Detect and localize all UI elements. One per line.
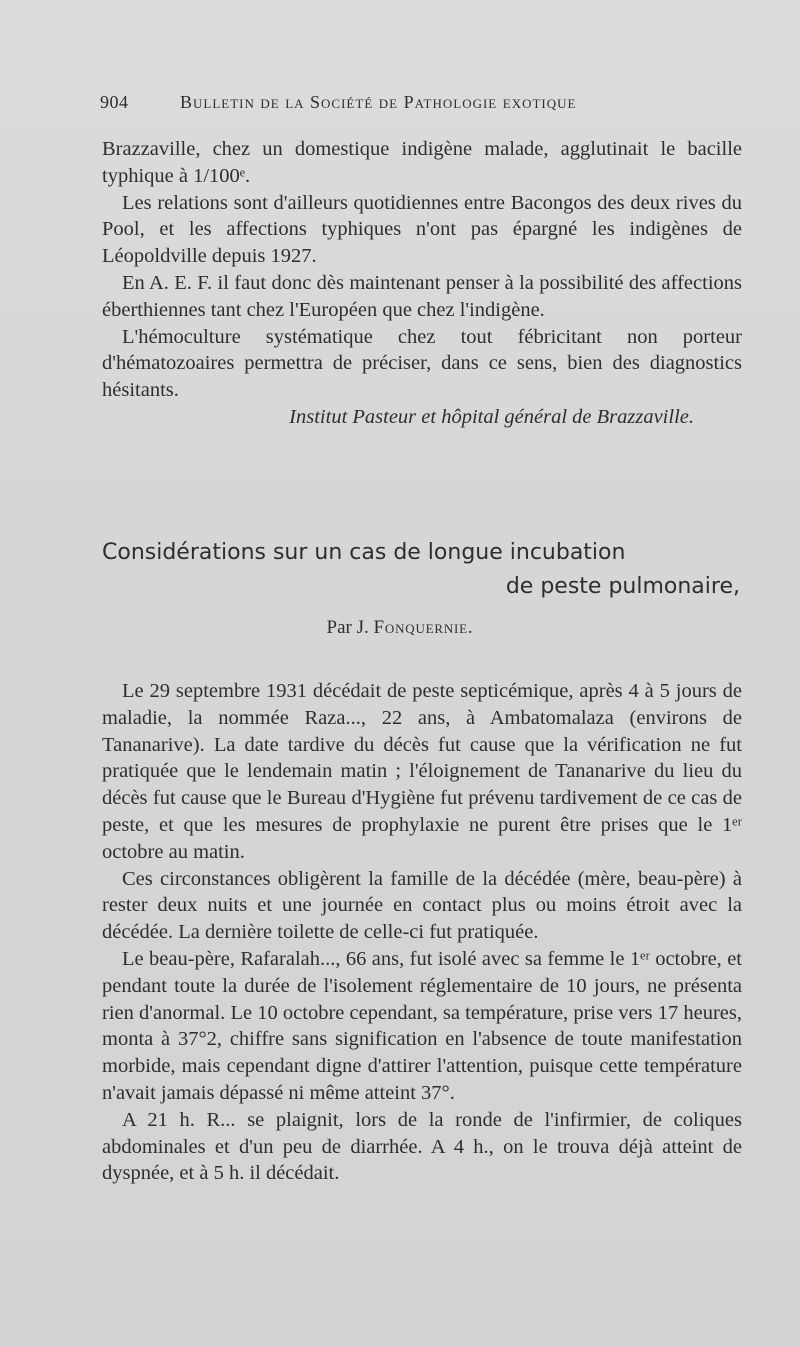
top-text-block xyxy=(102,136,742,431)
paragraph: En A. E. F. il faut donc dès maintenant penser à la possibilité des affections éberthiennes tant chez l'Européen que chez l'indigène. xyxy=(102,271,742,321)
article-title xyxy=(102,536,742,604)
page-number: 904 xyxy=(100,92,129,112)
article-title-line-2: de peste pulmonaire, xyxy=(505,574,740,599)
author-name: Fonquernie. xyxy=(373,617,474,638)
running-title: Bulletin de la Société de Pathologie exotique xyxy=(180,92,577,112)
article-title-line-1: Considérations sur un cas de longue incubation xyxy=(102,540,626,565)
paragraph: A 21 h. R... se plaignit, lors de la ronde de l'infirmier, de coliques abdominales et d'un peu de diarrhée. A 4 h., on le trouva déjà atteint de dyspnée, et à 5 h. il décédait. xyxy=(102,1108,742,1185)
paragraph: L'hémoculture systématique chez tout fébricitant non porteur d'hématozoaires permettra de préciser, dans ce sens, bien des diagnostics hésitants. xyxy=(102,325,742,402)
paragraph: Ces circonstances obligèrent la famille de la décédée (mère, beau-père) à rester deux nuits et une journée en contact plus ou moins étroit avec la décédée. La dernière toilette de celle-ci fut pratiquée. xyxy=(102,867,742,944)
author-line xyxy=(0,617,800,639)
paragraph: Brazzaville, chez un domestique indigène malade, agglutinait le bacille typhique à 1/100ᵉ. xyxy=(102,138,742,187)
paragraph: Le beau-père, Rafaralah..., 66 ans, fut isolé avec sa femme le 1ᵉʳ octobre, et pendant toute la durée de l'isolement réglementaire de 10 jours, ne présenta rien d'anormal. Le 10 octobre cependant, sa température, prise vers 17 heures, monta à 37°2, chiffre sans signification en l'absence de toute manifestation morbide, mais cependant digne d'attirer l'attention, puisque cette température n'avait jamais dépassé ni même atteint 37°. xyxy=(102,947,742,1104)
institution-signature: Institut Pasteur et hôpital général de Brazzaville. xyxy=(289,405,694,428)
paragraph: Les relations sont d'ailleurs quotidiennes entre Bacongos des deux rives du Pool, et les affections typhiques n'ont pas épargné les indigènes de Léopoldville depuis 1927. xyxy=(102,191,742,268)
running-header xyxy=(100,92,740,113)
article-body xyxy=(102,678,742,1187)
paragraph: Le 29 septembre 1931 décédait de peste septicémique, après 4 à 5 jours de maladie, la nommée Raza..., 22 ans, à Ambatomalaza (environs de Tananarive). La date tardive du décès fut cause que la vérification ne fut pratiquée que le lendemain matin ; l'éloignement de Tananarive du lieu du décès fut cause que le Bureau d'Hygiène fut prévenu tardivement de ce cas de peste, et que les mesures de prophylaxie ne purent être prises que le 1ᵉʳ octobre au matin. xyxy=(102,680,742,863)
author-prefix: Par J. xyxy=(326,617,369,638)
